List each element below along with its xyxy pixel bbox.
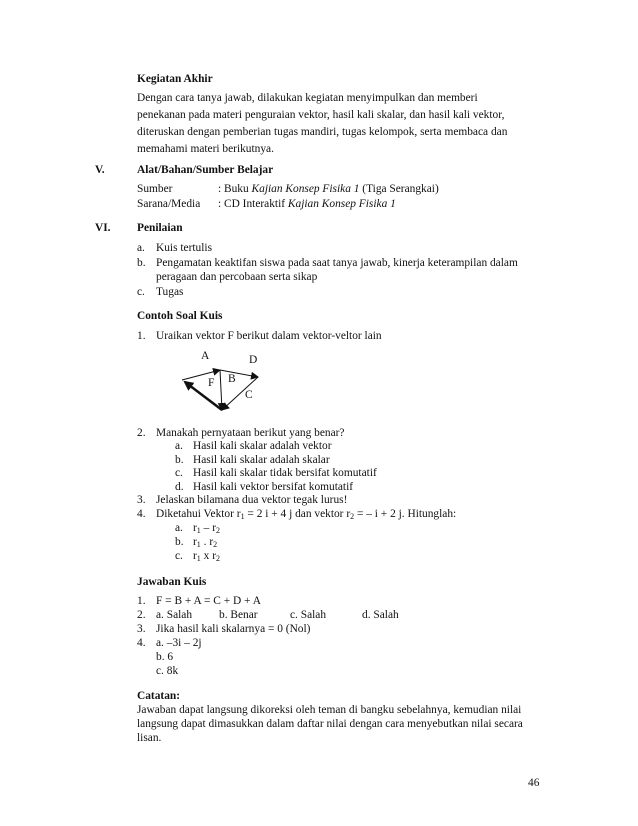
q2-option-d: Hasil kali vektor bersifat komutatif: [193, 481, 354, 493]
vector-label-f: F: [208, 377, 215, 389]
penilaian-marker-b: b.: [137, 257, 146, 269]
q4-part-c-marker: c.: [175, 550, 183, 562]
penilaian-item-c: Tugas: [156, 286, 184, 298]
catatan-line-3: lisan.: [137, 732, 162, 744]
q2-option-a: Hasil kali skalar adalah vektor: [193, 440, 332, 452]
a2-answer-c: c. Salah: [290, 609, 327, 621]
q4-part-b-marker: b.: [175, 536, 184, 548]
page-number: 46: [528, 777, 540, 789]
vector-label-b: B: [228, 373, 236, 385]
a4-answer-c: c. 8k: [156, 665, 179, 677]
kegiatan-akhir-line-1: Dengan cara tanya jawab, dilakukan kegiatan menyimpulkan dan memberi: [137, 92, 478, 104]
q1-number: 1.: [137, 330, 146, 342]
a1-text: F = B + A = C + D + A: [156, 595, 261, 607]
section-vi-number: VI.: [95, 222, 111, 234]
q2-option-c-marker: c.: [175, 467, 183, 479]
vector-b-line: [220, 370, 222, 410]
a3-number: 3.: [137, 623, 146, 635]
a4-answer-b: b. 6: [156, 651, 174, 663]
vector-d-line: [220, 370, 258, 377]
vector-f-line: [185, 382, 222, 410]
penilaian-marker-a: a.: [137, 242, 145, 254]
kegiatan-akhir-line-4: memahami materi berikutnya.: [137, 143, 274, 155]
q4-part-b: $r_1$ . $r_2$: [193, 536, 218, 549]
a2-number: 2.: [137, 609, 146, 621]
q2-option-a-marker: a.: [175, 440, 183, 452]
kegiatan-akhir-heading: Kegiatan Akhir: [137, 73, 213, 85]
q4-part-a: $r_1 - r_2$: [193, 522, 220, 535]
q4-part-a-marker: a.: [175, 522, 183, 534]
q4-text: Diketahui Vektor $r_1 = 2$ i + 4 j dan vektor $r_2$ = – i + 2 j. Hitunglah:: [156, 508, 457, 521]
penilaian-item-b: Pengamatan keaktifan siswa pada saat tanya jawab, kinerja keterampilan dalam: [156, 257, 518, 269]
vector-label-a: A: [201, 350, 210, 362]
q1-text: Uraikan vektor F berikut dalam vektor-veltor lain: [156, 330, 382, 342]
q2-option-d-marker: d.: [175, 481, 184, 493]
vector-diagram-svg: [170, 348, 280, 412]
a3-text: Jika hasil kali skalarnya = 0 (Nol): [156, 623, 311, 635]
q3-text: Jelaskan bilamana dua vektor tegak lurus!: [156, 494, 348, 506]
vector-label-c: C: [245, 389, 253, 401]
section-vi-heading: Penilaian: [137, 222, 183, 234]
vector-label-d: D: [249, 354, 258, 366]
sumber-value: : Buku Kajian Konsep Fisika 1 (Tiga Serangkai): [218, 183, 439, 195]
q2-text: Manakah pernyataan berikut yang benar?: [156, 427, 345, 439]
kegiatan-akhir-line-2: penekanan pada materi penguraian vektor, hasil kali skalar, dan hasil kali vektor,: [137, 109, 505, 121]
catatan-line-2: langsung dapat dimasukkan dalam daftar nilai dengan cara menyebutkan nilai secara: [137, 718, 523, 730]
a4-answer-a: a. –3i – 2j: [156, 637, 202, 649]
sumber-label: Sumber: [137, 183, 173, 195]
q2-option-b-marker: b.: [175, 454, 184, 466]
a1-number: 1.: [137, 595, 146, 607]
penilaian-item-a: Kuis tertulis: [156, 242, 213, 254]
q2-option-c: Hasil kali skalar tidak bersifat komutatif: [193, 467, 377, 479]
q3-number: 3.: [137, 494, 146, 506]
q4-part-c: $r_1$ x $r_2$: [193, 550, 220, 563]
section-v-number: V.: [95, 164, 105, 176]
q4-number: 4.: [137, 508, 146, 520]
q2-number: 2.: [137, 427, 146, 439]
a2-answer-a: a. Salah: [156, 609, 193, 621]
sarana-label: Sarana/Media: [137, 198, 201, 210]
a4-number: 4.: [137, 637, 146, 649]
sarana-value: : CD Interaktif Kajian Konsep Fisika 1: [218, 198, 396, 210]
q2-option-b: Hasil kali skalar adalah skalar: [193, 454, 330, 466]
catatan-heading: Catatan:: [137, 690, 181, 702]
catatan-line-1: Jawaban dapat langsung dikoreksi oleh teman di bangku sebelahnya, kemudian nilai: [137, 704, 522, 716]
section-v-heading: Alat/Bahan/Sumber Belajar: [137, 164, 274, 176]
kegiatan-akhir-line-3: diteruskan dengan pemberian tugas mandiri, tugas kelompok, serta membaca dan: [137, 126, 508, 138]
penilaian-marker-c: c.: [137, 286, 145, 298]
contoh-soal-heading: Contoh Soal Kuis: [137, 310, 223, 322]
a2-answer-b: b. Benar: [219, 609, 258, 621]
jawaban-heading: Jawaban Kuis: [137, 576, 207, 588]
vector-diagram: [170, 348, 280, 412]
a2-answer-d: d. Salah: [362, 609, 399, 621]
penilaian-item-b-cont: peragaan dan percobaan serta sikap: [156, 271, 318, 283]
